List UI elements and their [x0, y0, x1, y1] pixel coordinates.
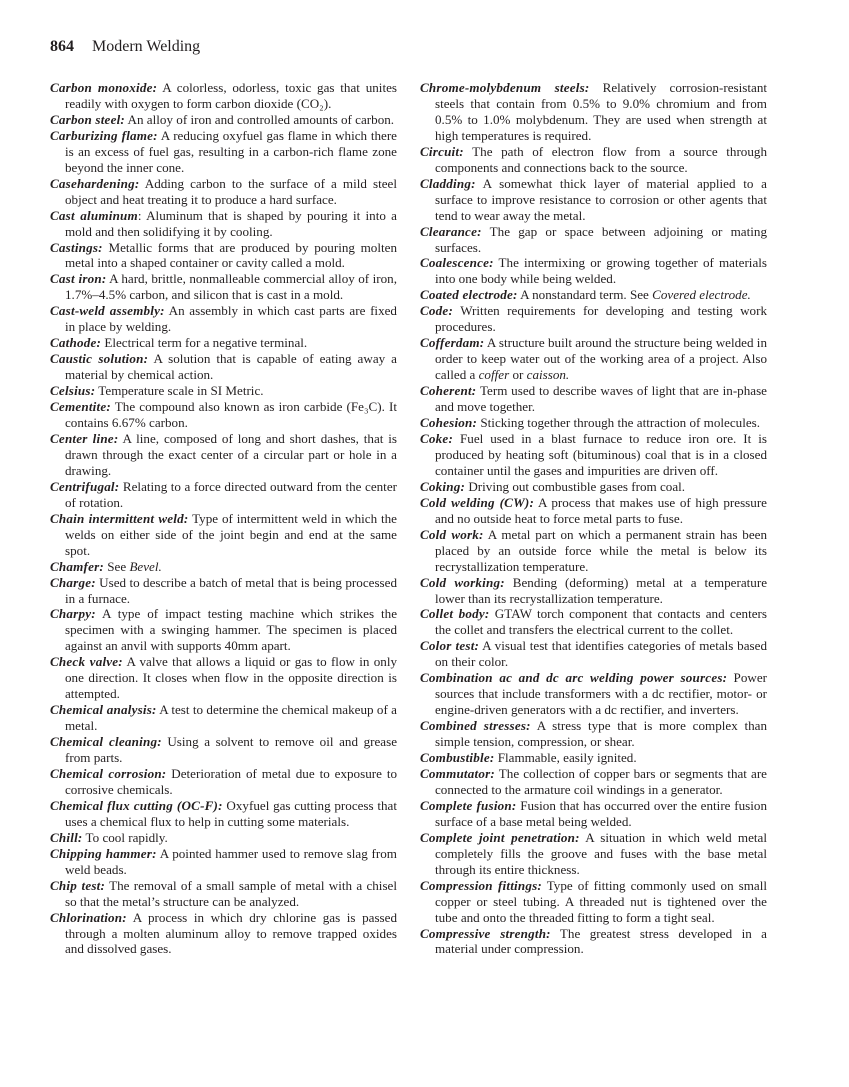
glossary-term: Complete fusion:: [420, 797, 517, 813]
glossary-entry: [420, 287, 767, 303]
glossary-entry: [420, 670, 767, 718]
glossary-entry: [50, 335, 397, 351]
glossary-definition: The path of electron flow from a source through components and connections back to the source.: [435, 143, 767, 175]
glossary-term: Center line:: [50, 430, 119, 446]
glossary-definition: Metallic forms that are produced by pouring molten metal into a shaped container or cavity called a mold.: [65, 239, 397, 271]
glossary-definition: The intermixing or growing together of materials into one body while being welded.: [435, 255, 767, 287]
glossary-definition: Sticking together through the attraction of molecules.: [477, 415, 761, 431]
glossary-term: Code:: [420, 303, 453, 319]
glossary-term: Chemical flux cutting (OC-F):: [50, 797, 223, 813]
glossary-entry: [50, 766, 397, 798]
glossary-entry: [420, 766, 767, 798]
glossary-definition: A stress type that is more complex than simple tension, compression, or shear.: [435, 718, 767, 750]
glossary-definition: Flammable, easily ignited.: [494, 750, 637, 766]
glossary-term: Centrifugal:: [50, 478, 120, 494]
glossary-term: Cast aluminum: [50, 207, 138, 223]
glossary-entry: [420, 224, 767, 256]
glossary-definition: Relating to a force directed outward from the center of rotation.: [65, 478, 397, 510]
cross-reference: Bevel.: [129, 558, 162, 574]
glossary-entry: [50, 878, 397, 910]
glossary-entry: [50, 431, 397, 479]
glossary-definition: An alloy of iron and controlled amounts of carbon.: [124, 111, 395, 127]
glossary-definition: A colorless, odorless, toxic gas that unites readily with oxygen to form carbon dioxide (CO₂).: [65, 80, 397, 111]
glossary-definition: To cool rapidly.: [82, 829, 168, 845]
glossary-left-column: [50, 80, 397, 957]
glossary-entry: [420, 383, 767, 415]
glossary-term: Cathode:: [50, 335, 102, 351]
glossary-term: Collet body:: [420, 606, 490, 622]
glossary-entry: [50, 606, 397, 654]
glossary-term: Cold welding (CW):: [420, 494, 535, 510]
glossary-definition: A nonstandard term. See: [517, 287, 653, 303]
glossary-term: Cohesion:: [420, 415, 478, 431]
glossary-term: Cast-weld assembly:: [50, 303, 165, 319]
glossary-definition: Relatively corrosion-resistant steels that contain from 0.5% to 9.0% chromium and from 0.5% to 1.0% molybdenum. They are used when strength at high temperatures is required.: [435, 80, 768, 143]
glossary-entry: [50, 654, 397, 702]
glossary-definition: A process in which dry chlorine gas is passed through a molten aluminum alloy to remove trapped oxides and dissolved gases.: [65, 909, 397, 957]
glossary-term: Coherent:: [420, 383, 477, 399]
glossary-term: Caustic solution:: [50, 351, 149, 367]
glossary-entry: [420, 926, 767, 958]
glossary-term: Compressive strength:: [420, 925, 551, 941]
page-number: 864: [50, 38, 74, 55]
glossary-term: Charpy:: [50, 606, 96, 622]
glossary-term: Chemical analysis:: [50, 702, 157, 718]
glossary-term: Check valve:: [50, 654, 123, 670]
glossary-term: Celsius:: [50, 383, 96, 399]
glossary-definition: Electrical term for a negative terminal.: [101, 335, 308, 351]
glossary-definition: Used to describe a batch of metal that is being processed in a furnace.: [65, 574, 397, 606]
glossary-entry: [50, 128, 397, 176]
glossary-definition: A process that makes use of high pressure and no outside heat to force metal parts to fuse.: [435, 494, 767, 526]
glossary-entry: [420, 144, 767, 176]
glossary-entry: [50, 511, 397, 559]
glossary-definition: The gap or space between adjoining or mating surfaces.: [435, 223, 767, 255]
glossary-entry: [420, 479, 767, 495]
glossary-definition: An assembly in which cast parts are fixed in place by welding.: [65, 303, 397, 335]
glossary-term: Chip test:: [50, 877, 106, 893]
glossary-entry: [50, 271, 397, 303]
glossary-definition: Driving out combustible gases from coal.: [465, 478, 686, 494]
glossary-term: Castings:: [50, 239, 103, 255]
glossary-entry: [50, 208, 397, 240]
glossary-entry: [420, 638, 767, 670]
glossary-entry: [50, 702, 397, 734]
glossary-term: Chipping hammer:: [50, 845, 157, 861]
glossary-definition: A pointed hammer used to remove slag from weld beads.: [65, 845, 397, 877]
glossary-term: Chemical corrosion:: [50, 765, 167, 781]
glossary-entry: [50, 80, 397, 112]
glossary-definition: A hard, brittle, nonmalleable commercial alloy of iron, 1.7%–4.5% carbon, and silicon that is cast in a mold.: [65, 271, 397, 303]
glossary-entry: [420, 431, 767, 479]
glossary-term: Carbon monoxide:: [50, 80, 158, 95]
glossary-definition: A metal part on which a permanent strain has been placed by an outside force while the metal is below its recrystallization temperature.: [435, 526, 767, 574]
glossary-definition: A somewhat thick layer of material applied to a surface to improve resistance to corrosion or other agents that tend to wear away the metal.: [435, 175, 767, 223]
glossary-entry: [420, 830, 767, 878]
glossary-entry: [420, 495, 767, 527]
glossary-definition: Adding carbon to the surface of a mild steel object and heat treating it to produce a hard surface.: [65, 175, 397, 207]
glossary-entry: [50, 303, 397, 335]
glossary-entry: [50, 479, 397, 511]
glossary-definition: Written requirements for developing and testing work procedures.: [435, 303, 767, 335]
glossary-entry: [50, 399, 397, 431]
glossary-entry: [50, 798, 397, 830]
glossary-entry: [50, 112, 397, 128]
glossary-term: Cladding:: [420, 175, 476, 191]
glossary-entry: [50, 846, 397, 878]
glossary-definition: A solution that is capable of eating away a material by chemical action.: [65, 351, 397, 383]
glossary-definition: A line, composed of long and short dashes, that is drawn through the exact center of a circular part or hole in a drawing.: [65, 430, 397, 478]
glossary-term: Complete joint penetration:: [420, 829, 580, 845]
glossary-entry: [420, 606, 767, 638]
glossary-entry: [420, 575, 767, 607]
glossary-entry: [420, 718, 767, 750]
glossary-definition: A structure built around the structure being welded in order to keep water out of the working area of a project. Also called a: [435, 335, 767, 383]
glossary-definition: The compound also known as iron carbide (Fe₃C). It contains 6.67% carbon.: [65, 399, 397, 431]
glossary-entry: [50, 351, 397, 383]
glossary-term: Charge:: [50, 574, 96, 590]
cross-reference: coffer: [478, 367, 510, 383]
glossary-term: Cold working:: [420, 574, 505, 590]
glossary-entry: [420, 527, 767, 575]
glossary-entry: [420, 255, 767, 287]
cross-reference: Covered electrode.: [652, 287, 751, 303]
glossary-definition: Type of fitting commonly used on small copper or steel tubing. A threaded nut is tightened over the tube and onto the threaded fitting to form a tight seal.: [435, 877, 767, 925]
glossary-entry: [50, 176, 397, 208]
glossary-entry: [420, 415, 767, 431]
glossary-term: Chlorination:: [50, 909, 127, 925]
glossary-term: Color test:: [420, 638, 480, 654]
glossary-definition: Temperature scale in SI Metric.: [95, 383, 264, 399]
glossary-entry: [420, 798, 767, 830]
glossary-definition: A type of impact testing machine which strikes the specimen with a swinging hammer. The specimen is placed against an anvil with supports 40mm apart.: [65, 606, 397, 654]
glossary-entry: [50, 734, 397, 766]
glossary-definition: The collection of copper bars or segments that are connected to the armature coil windings in a generator.: [435, 765, 767, 797]
glossary-term: Carbon steel:: [50, 111, 125, 127]
glossary-term: Compression fittings:: [420, 877, 542, 893]
glossary-definition: The greatest stress developed in a material under compression.: [435, 925, 767, 957]
glossary-term: Chrome-molybdenum steels:: [420, 80, 590, 95]
glossary-term: Cold work:: [420, 526, 484, 542]
book-title: Modern Welding: [92, 38, 201, 55]
glossary-definition: Fuel used in a blast furnace to reduce iron ore. It is produced by heating soft (bituminous) coal that is in a closed container until the gases and impurities are driven off.: [435, 430, 767, 478]
glossary-definition: A situation in which weld metal completely fills the groove and fuses with the base metal through its entire thickness.: [435, 829, 767, 877]
glossary-entry: [50, 559, 397, 575]
glossary-definition: Oxyfuel gas cutting process that uses a chemical flux to help in cutting some materials.: [65, 797, 397, 829]
glossary-definition: A test to determine the chemical makeup of a metal.: [65, 702, 397, 734]
glossary-definition: : Aluminum that is shaped by pouring it into a mold and then solidifying it by cooling.: [65, 207, 397, 239]
glossary-term: Commutator:: [420, 765, 495, 781]
glossary-term: Chain intermittent weld:: [50, 510, 189, 526]
glossary-definition: Power sources that include transformers with a dc rectifier, motor- or engine-driven generators with a dc rectifier, and inverters.: [435, 670, 767, 718]
glossary-term: Chamfer:: [50, 558, 104, 574]
glossary-definition: The removal of a small sample of metal with a chisel so that the metal’s structure can be analyzed.: [65, 877, 397, 909]
glossary-term: Cofferdam:: [420, 335, 485, 351]
glossary-definition: Bending (deforming) metal at a temperature lower than its recrystallization temperature.: [435, 574, 768, 606]
glossary-definition: or: [509, 367, 527, 383]
glossary-entry: [420, 750, 767, 766]
glossary-definition: Fusion that has occurred over the entire fusion surface of a base metal being welded.: [435, 797, 767, 829]
glossary-term: Chemical cleaning:: [50, 734, 162, 750]
glossary-term: Coalescence:: [420, 255, 494, 271]
glossary-entry: [420, 176, 767, 224]
glossary-definition: A valve that allows a liquid or gas to flow in only one direction. It closes when flow in the opposite direction is attempted.: [65, 654, 398, 702]
glossary-definition: GTAW torch component that contacts and centers the collet and transfers the electrical current to the collet.: [435, 606, 767, 638]
glossary-term: Cementite:: [50, 399, 111, 415]
glossary-term: Carburizing flame:: [50, 127, 158, 143]
glossary-term: Circuit:: [420, 143, 464, 159]
glossary-definition: Term used to describe waves of light that are in-phase and move together.: [435, 383, 767, 415]
glossary-definition: A reducing oxyfuel gas flame in which there is an excess of fuel gas, resulting in a carbon-rich flame zone beyond the inner cone.: [65, 127, 397, 175]
glossary-term: Cast iron:: [50, 271, 107, 287]
glossary-term: Combined stresses:: [420, 718, 531, 734]
glossary-entry: [50, 575, 397, 607]
glossary-term: Coking:: [420, 478, 466, 494]
glossary-entry: [50, 240, 397, 272]
glossary-entry: [420, 303, 767, 335]
glossary-entry: [50, 383, 397, 399]
glossary-term: Coated electrode:: [420, 287, 518, 303]
page-header: [50, 38, 200, 56]
glossary-right-column: [420, 80, 767, 957]
glossary-entry: [420, 80, 767, 144]
glossary-entry: [420, 335, 767, 383]
glossary-term: Casehardening:: [50, 175, 140, 191]
glossary-definition: Deterioration of metal due to exposure to corrosive chemicals.: [65, 765, 397, 797]
glossary-entry: [50, 910, 397, 958]
glossary-term: Clearance:: [420, 223, 482, 239]
cross-reference: caisson.: [526, 367, 570, 383]
glossary-entry: [50, 830, 397, 846]
glossary-definition: See: [103, 558, 130, 574]
glossary-entry: [420, 878, 767, 926]
glossary-term: Combustible:: [420, 750, 495, 766]
glossary-term: Coke:: [420, 430, 453, 446]
glossary-definition: Type of intermittent weld in which the welds on either side of the joint begin and end at the same spot.: [65, 510, 397, 558]
glossary-term: Combination ac and dc arc welding power sources:: [420, 670, 728, 686]
glossary-definition: Using a solvent to remove oil and grease from parts.: [65, 734, 398, 766]
glossary-definition: A visual test that identifies categories of metals based on their color.: [435, 638, 767, 670]
glossary-term: Chill:: [50, 829, 83, 845]
